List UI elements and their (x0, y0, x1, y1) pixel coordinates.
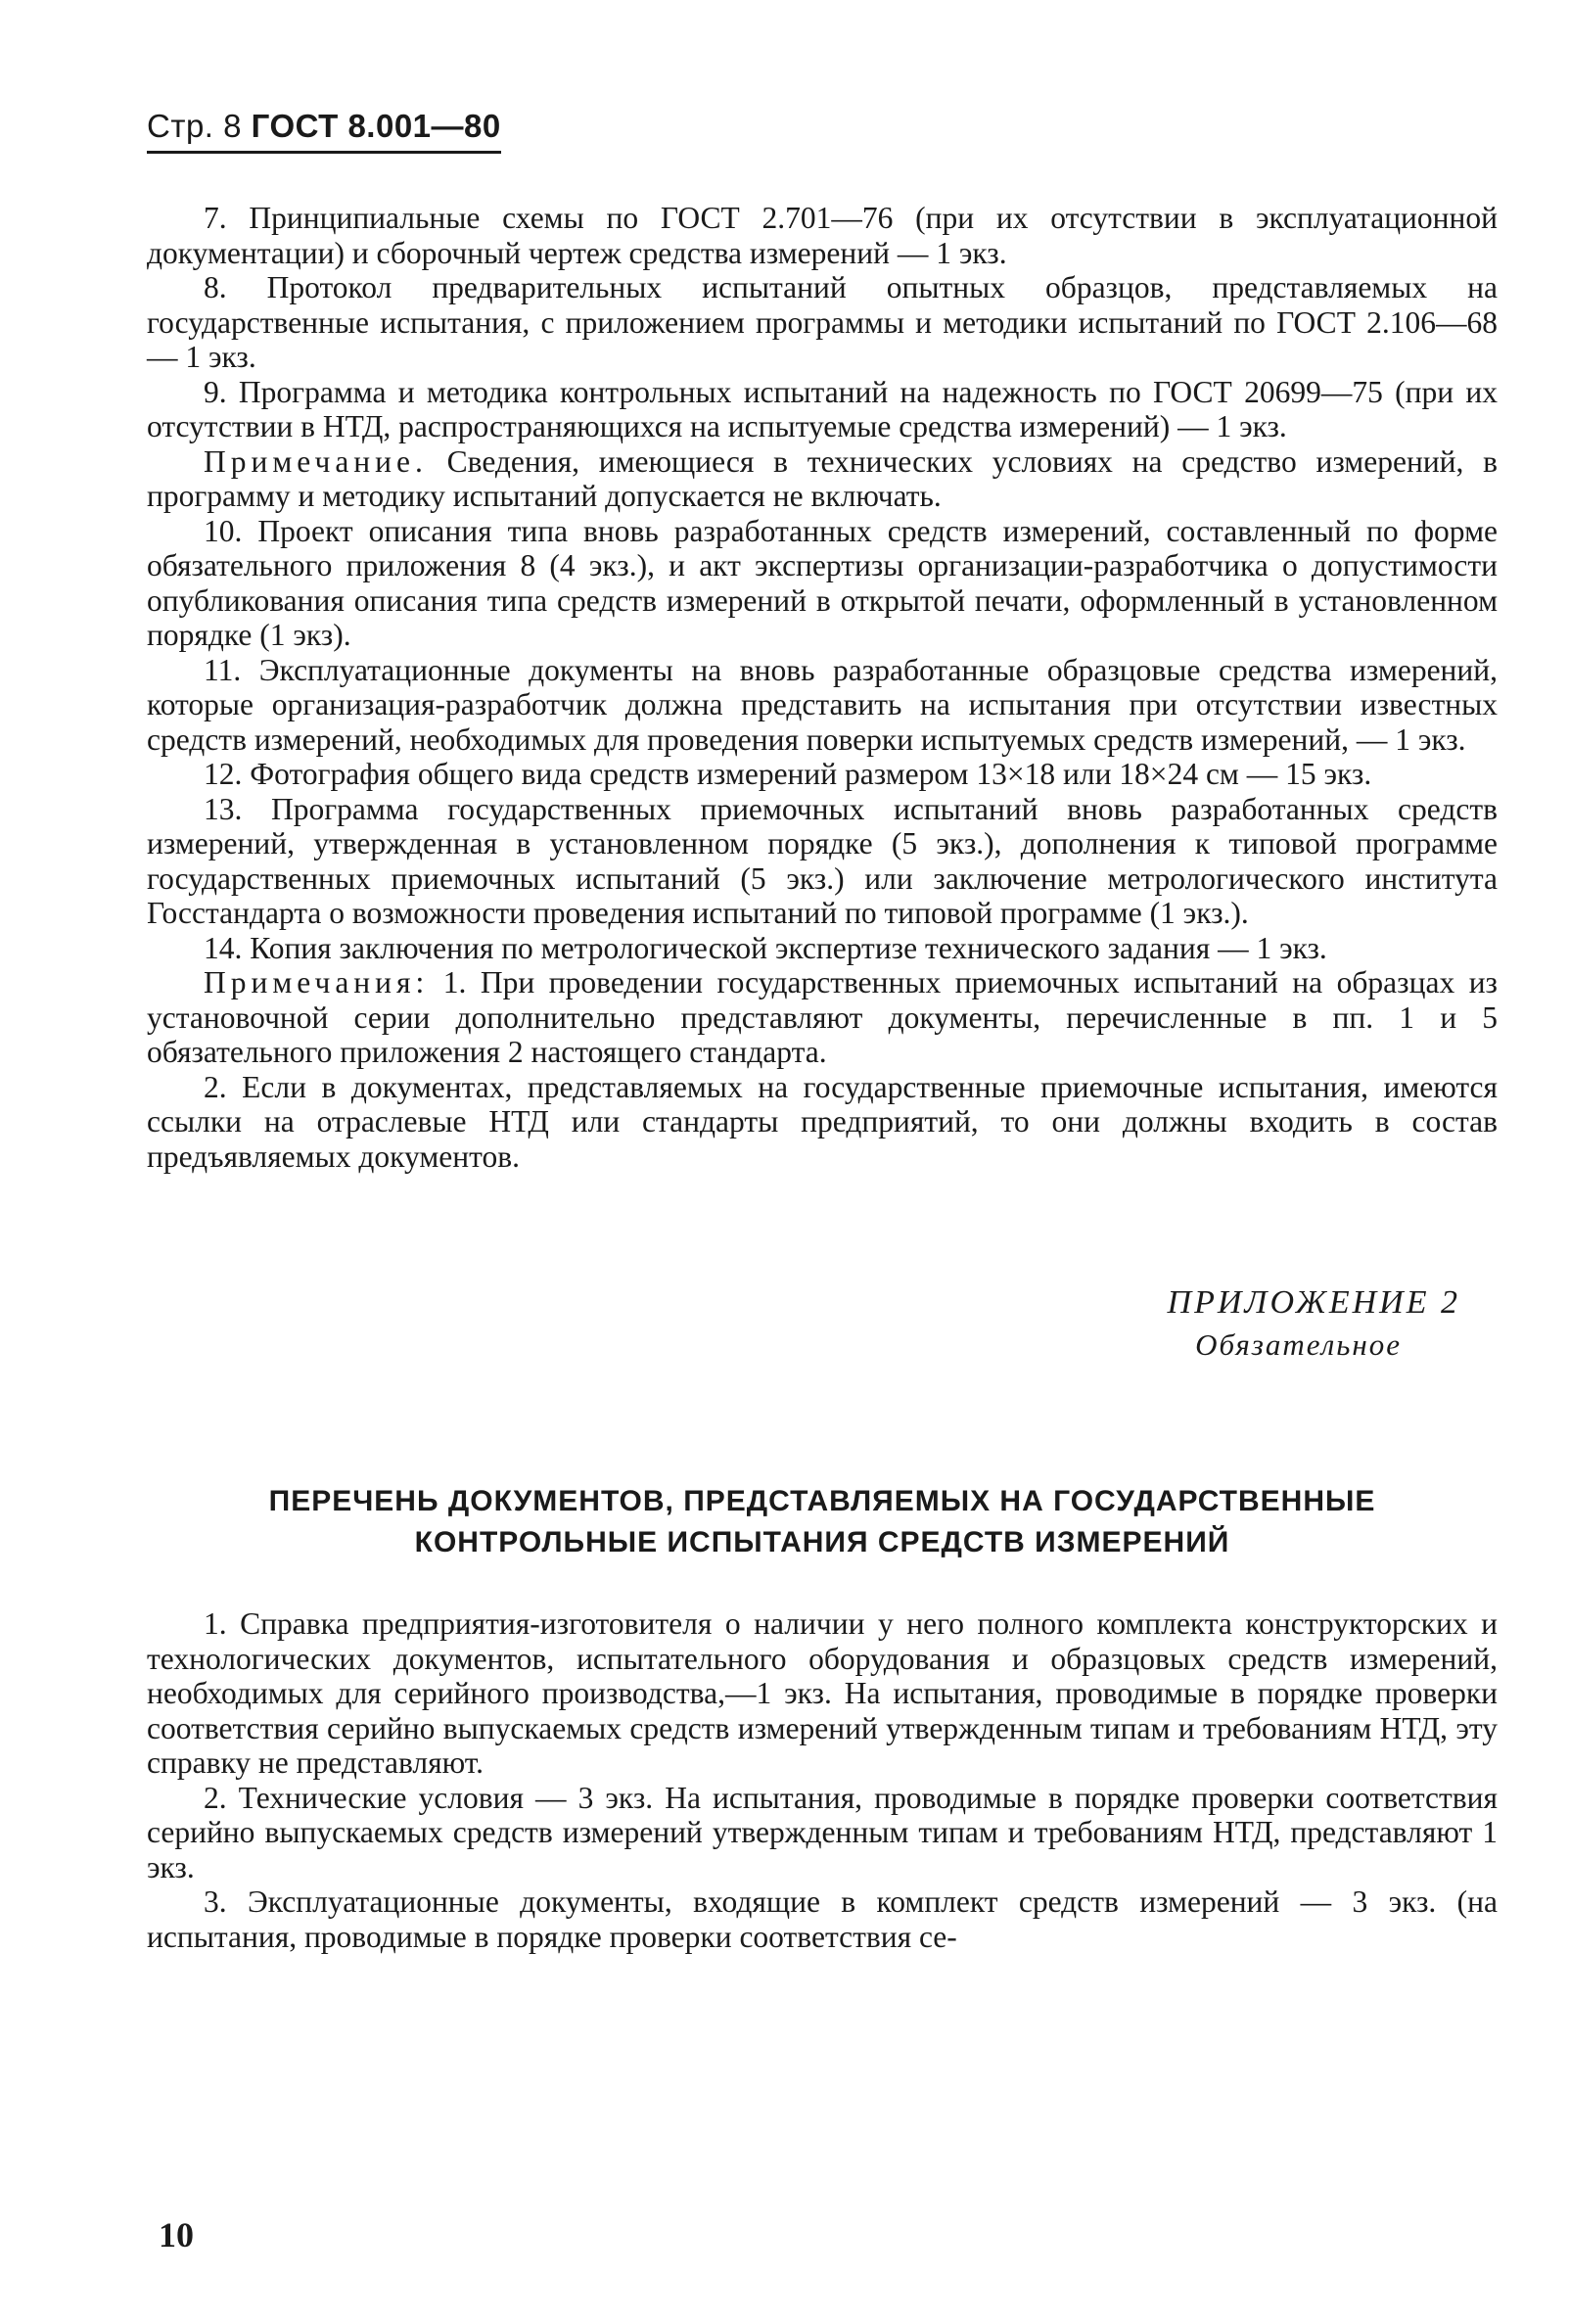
page-header (147, 108, 501, 154)
header-page-prefix: Стр. 8 (147, 108, 242, 144)
item-13: 13. Программа государственных приемочных испытаний вновь разработанных средств измерений, утвержденная в установленном порядке (5 экз.), дополнения к типовой программе государственных приемочных испытаний (5 экз.) или заключение метрологического института Госстандарта о возможности проведения испытаний по типовой программе (1 экз.). (147, 791, 1498, 930)
section-heading (147, 1481, 1498, 1563)
appendix-2-item-3: 3. Эксплуатационные документы, входящие в комплект средств измерений — 3 экз. (на испытания, проводимые в порядке проверки соответствия се- (147, 1884, 1498, 1954)
note-2-item-2: 2. Если в документах, представляемых на государственные приемочные испытания, имеются ссылки на отраслевые НТД или стандарты предприятий, то они должны входить в состав предъявляемых документов. (147, 1069, 1498, 1174)
document-page (147, 108, 1498, 1954)
item-14: 14. Копия заключения по метрологической экспертизе технического задания — 1 экз. (204, 930, 1327, 965)
note-1 (147, 444, 1498, 514)
item-7: 7. Принципиальные схемы по ГОСТ 2.701—76 (при их отсутствии в эксплуатационной документации) и сборочный чертеж средства измерений — 1 экз. (147, 201, 1498, 270)
item-12: 12. Фотография общего вида средств измерений размером 13×18 или 18×24 см — 15 экз. (204, 757, 1372, 791)
page-number: 10 (159, 2215, 194, 2254)
item-11: 11. Эксплуатационные документы на вновь разработанные образцовые средства измерений, которые организация-разработчик должна представить на испытания при отсутствии известных средств измерений, необходимых для проведения поверки испытуемых средств измерений, — 1 экз. (147, 652, 1498, 757)
section-heading-line-2: КОНТРОЛЬНЫЕ ИСПЫТАНИЯ СРЕДСТВ ИЗМЕРЕНИЙ (414, 1526, 1230, 1558)
appendix-2-label (147, 1281, 1498, 1366)
appendix-2-item-1: 1. Справка предприятия-изготовителя о наличии у него полного комплекта конструкторских и технологических документов, испытательного оборудования и образцовых средств измерений, необходимых для серийного производства,—1 экз. На испытания, проводимые в порядке проверки соответствия серийно выпускаемых средств измерений утвержденным типам и требованиям НТД, эту справку не представляют. (147, 1606, 1498, 1780)
section-heading-line-1: ПЕРЕЧЕНЬ ДОКУМЕНТОВ, ПРЕДСТАВЛЯЕМЫХ НА ГОСУДАРСТВЕННЫЕ (268, 1485, 1376, 1517)
appendix-2-item-2: 2. Технические условия — 3 экз. На испытания, проводимые в порядке проверки соответствия серийно выпускаемых средств измерений утвержденным типам и требованиям НТД, представляют 1 экз. (147, 1780, 1498, 1884)
note-2-item-1: 1. При проведении государственных приемочных испытаний на образцах из установочной серии дополнительно представляют документы, перечисленные в пп. 1 и 5 обязательного приложения 2 настоящего стандарта. (147, 965, 1499, 1069)
item-8: 8. Протокол предварительных испытаний опытных образцов, представляемых на государственные испытания, с приложением программы и методики испытаний по ГОСТ 2.106—68 — 1 экз. (147, 270, 1498, 374)
note-2-label: Примечания: (204, 965, 430, 999)
item-9: 9. Программа и методика контрольных испытаний на надежность по ГОСТ 20699—75 (при их отсутствии в НТД, распространяющихся на испытуемые средства измерений) — 1 экз. (147, 374, 1498, 443)
note-1-text: Сведения, имеющиеся в технических условиях на средство измерений, в программу и методику испытаний допускается не включать. (147, 443, 1499, 513)
item-10: 10. Проект описания типа вновь разработанных средств измерений, составленный по форме обязательного приложения 8 (4 экз.), и акт экспертизы организации-разработчика о допустимости опубликования описания типа средств измерений в открытой печати, оформленный в установленном порядке (1 экз). (147, 513, 1498, 652)
note-1-label: Примечание. (204, 443, 428, 479)
appendix-2-title: ПРИЛОЖЕНИЕ 2 (1167, 1284, 1460, 1321)
appendix-2-subtitle: Обязательное (1195, 1327, 1402, 1362)
note-2 (147, 965, 1498, 1070)
header-standard-number: ГОСТ 8.001—80 (251, 108, 501, 144)
